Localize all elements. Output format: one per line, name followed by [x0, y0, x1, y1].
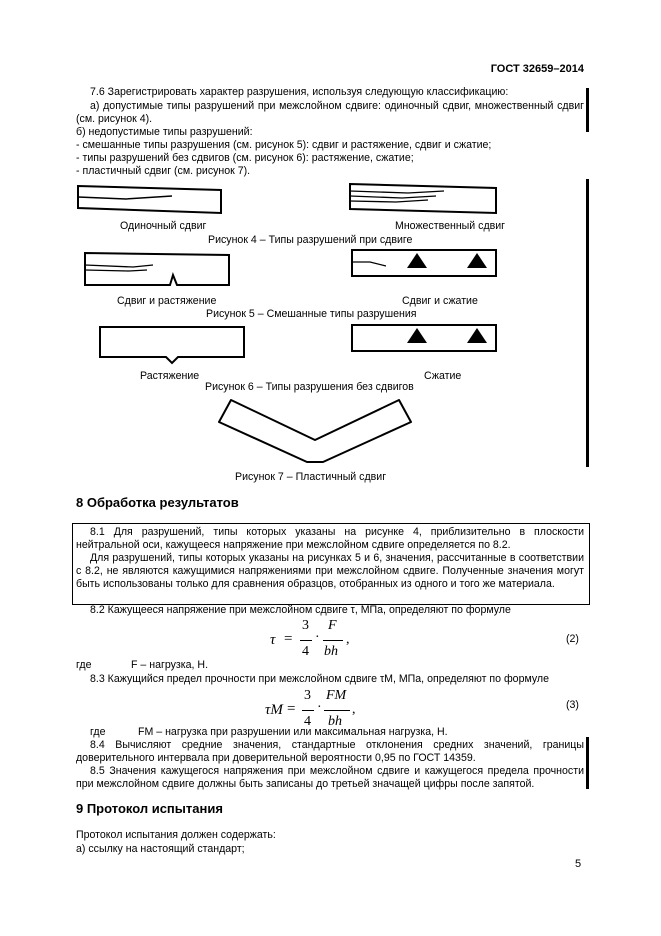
eq3-den1: 4 [304, 714, 311, 729]
figure-6-left-label: Растяжение [140, 370, 200, 382]
section-9-heading: 9 Протокол испытания [76, 801, 223, 816]
equation-3-number: (3) [566, 699, 579, 711]
eq3-equals: = [287, 701, 296, 717]
eq3-num1: 3 [304, 688, 311, 703]
figure-5-caption: Рисунок 5 – Смешанные типы разрушения [206, 308, 417, 320]
para-9-intro: Протокол испытания должен содержать: [76, 829, 276, 841]
figure-4-single-shear [76, 184, 226, 214]
change-bar [586, 737, 589, 789]
equation-2 [270, 618, 380, 664]
figure-6-caption: Рисунок 6 – Типы разрушения без сдвигов [205, 381, 414, 393]
eq2-lhs: τ [270, 632, 276, 648]
figure-6-right-label: Сжатие [424, 370, 462, 382]
equation-2-number: (2) [566, 633, 579, 645]
para-8-1-b: Для разрушений, типы которых указаны на рисунках 5 и 6, значения, рассчитанные в соответствии с 8.2, не являются кажущимися напряжениями при межслойном сдвиге. Полученные значения могут быть использованы только для сравнения образцов, отобранных из одного и того же материала. [76, 552, 584, 590]
where-1-label: где [76, 659, 92, 671]
para-7-6-item-a: а) допустимые типы разрушений при межслойном сдвиге: одиночный сдвиг, множественный сдвиг (см. рисунок 4). [76, 100, 584, 125]
eq3-den2: bh [328, 714, 342, 729]
eq2-fraction-line-2 [323, 640, 343, 641]
eq3-num2: FM [326, 688, 347, 703]
figure-6-compression [350, 323, 500, 355]
para-7-6-sub1: - смешанные типы разрушения (см. рисунок 5): сдвиг и растяжение, сдвиг и сжатие; [76, 139, 492, 151]
figure-6-tension [98, 325, 248, 367]
eq2-fraction-line-1 [300, 640, 312, 641]
figure-5-right-label: Сдвиг и сжатие [402, 295, 478, 307]
section-8-heading: 8 Обработка результатов [76, 495, 239, 510]
figure-4-caption: Рисунок 4 – Типы разрушений при сдвиге [208, 234, 413, 246]
figure-5-shear-compression [350, 248, 500, 280]
eq2-num2: F [328, 618, 337, 633]
figure-5-left-label: Сдвиг и растяжение [117, 295, 217, 307]
eq2-num1: 3 [302, 618, 309, 633]
para-8-1: 8.1 Для разрушений, типы которых указаны на рисунке 4, приблизительно в плоскости нейтральной оси, кажущееся напряжение при межслойном сдвиге определяется по 8.2. [76, 526, 584, 551]
change-bar [586, 88, 589, 132]
eq3-lhs: τM [265, 702, 283, 718]
para-8-5: 8.5 Значения кажущегося напряжения при межслойном сдвиге и кажущегося предела прочности при межслойном сдвиге должны быть записаны до третьей значащей цифры после запятой. [76, 765, 584, 790]
change-bar [586, 179, 589, 467]
where-1-text: F – нагрузка, Н. [131, 659, 209, 671]
para-8-4: 8.4 Вычисляют средние значения, стандартные отклонения средних значений, границы доверительного интервала при доверительной вероятности 0,95 по ГОСТ 14359. [76, 739, 584, 764]
para-7-6-item-b: б) недопустимые типы разрушений: [76, 126, 253, 138]
para-7-6-sub2: - типы разрушений без сдвигов (см. рисунок 6): растяжение, сжатие; [76, 152, 414, 164]
figure-4-left-label: Одиночный сдвиг [120, 220, 207, 232]
where-2-text: FM – нагрузка при разрушении или максимальная нагрузка, Н. [138, 726, 448, 738]
figure-4-multiple-shear [348, 182, 500, 216]
page-number: 5 [575, 858, 582, 870]
eq3-dot: · [317, 700, 322, 715]
where-2-label: где [90, 726, 106, 738]
document-id: ГОСТ 32659–2014 [490, 63, 584, 75]
eq3-fraction-line-1 [302, 710, 314, 711]
para-9-item-a: а) ссылку на настоящий стандарт; [76, 843, 245, 855]
para-8-2: 8.2 Кажущееся напряжение при межслойном сдвиге τ, МПа, определяют по формуле [90, 604, 511, 616]
para-8-3: 8.3 Кажущийся предел прочности при межслойном сдвиге τM, МПа, определяют по формуле [90, 673, 550, 685]
eq2-equals: = [284, 631, 293, 647]
figure-7-caption: Рисунок 7 – Пластичный сдвиг [235, 471, 387, 483]
eq2-dot: · [315, 630, 320, 645]
eq2-den2: bh [324, 644, 338, 659]
eq2-den1: 4 [302, 644, 309, 659]
figure-4-right-label: Множественный сдвиг [395, 220, 506, 232]
figure-5-shear-tension [83, 251, 233, 289]
eq2-tail: , [346, 632, 350, 647]
para-7-6-sub3: - пластичный сдвиг (см. рисунок 7). [76, 165, 251, 177]
figure-7-plastic-shear [215, 396, 415, 466]
eq3-fraction-line-2 [324, 710, 350, 711]
eq3-tail: , [352, 702, 356, 717]
para-7-6-intro: 7.6 Зарегистрировать характер разрушения, используя следующую классификацию: [90, 86, 509, 98]
